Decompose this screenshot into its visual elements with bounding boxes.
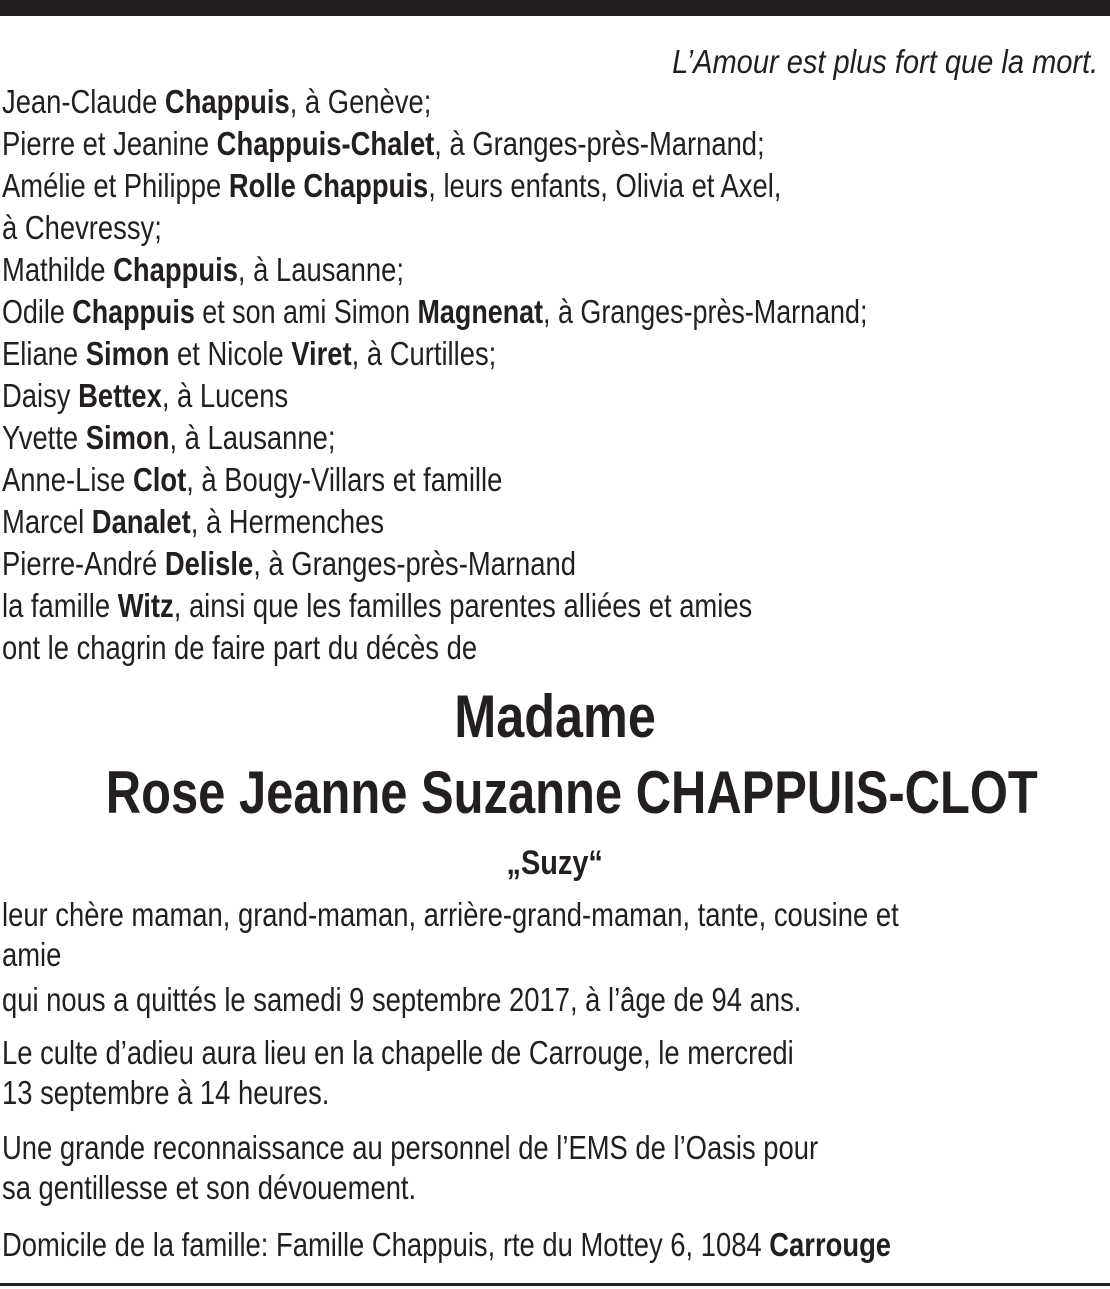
family-line-text: Odile (2, 293, 73, 330)
family-line-text: Anne-Lise (2, 461, 133, 498)
family-line (2, 417, 915, 459)
relation-line: amie (2, 936, 62, 973)
family-name-bold: Chappuis (164, 83, 290, 120)
family-name-bold: Danalet (91, 503, 191, 540)
family-line (2, 81, 915, 123)
domicile-town: Carrouge (769, 1226, 892, 1263)
family-line (2, 585, 915, 627)
family-line-text: et Nicole (169, 335, 292, 372)
domicile-text: Domicile de la famille: Famille Chappuis, rte du Mottey 6, 1084 (2, 1226, 770, 1263)
family-name-bold: Simon (85, 335, 170, 372)
family-line-text: Mathilde (2, 251, 114, 288)
death-paragraph (2, 980, 1102, 1020)
family-line-text: Jean-Claude (2, 83, 165, 120)
family-line (2, 627, 915, 669)
family-line (2, 543, 915, 585)
family-name-bold: Chappuis-Chalet (216, 125, 435, 162)
family-line-text: , à Curtilles; (351, 335, 497, 372)
family-line (2, 207, 915, 249)
thanks-paragraph (2, 1128, 1102, 1208)
family-line-text: Pierre et Jeanine (2, 125, 217, 162)
domicile-line (2, 1225, 915, 1265)
family-name-bold: Bettex (78, 377, 162, 414)
family-line-text: , à Bougy-Villars et famille (186, 461, 503, 498)
death-line: qui nous a quittés le samedi 9 septembre 2017, à l’âge de 94 ans. (2, 981, 802, 1018)
family-line-text: , ainsi que les familles parentes alliées et amies (173, 587, 753, 624)
thanks-line: sa gentillesse et son dévouement. (2, 1169, 417, 1206)
family-line (2, 249, 915, 291)
thanks-line: Une grande reconnaissance au personnel de l’EMS de l’Oasis pour (2, 1129, 819, 1166)
family-line-text: Pierre-André (2, 545, 165, 582)
family-line-text: et son ami Simon (194, 293, 418, 330)
family-name-bold: Clot (132, 461, 187, 498)
family-name-bold: Rolle Chappuis (228, 167, 429, 204)
family-line-text: Marcel (2, 503, 92, 540)
family-line-text: ont le chagrin de faire part du décès de (2, 629, 478, 666)
family-name-bold: Chappuis (72, 293, 195, 330)
family-line-text: , à Granges-près-Marnand; (434, 125, 765, 162)
nickname: „Suzy“ (506, 844, 604, 882)
ceremony-line: Le culte d’adieu aura lieu en la chapelle de Carrouge, le mercredi (2, 1034, 794, 1071)
family-line-text: Amélie et Philippe (2, 167, 229, 204)
family-line-text: Eliane (2, 335, 86, 372)
family-line-text: Yvette (2, 419, 86, 456)
family-name-bold: Simon (85, 419, 170, 456)
bottom-rule (0, 1283, 1110, 1286)
relation-paragraph (2, 895, 1102, 975)
family-line-text: , à Granges-près-Marnand (253, 545, 576, 582)
family-line (2, 165, 915, 207)
family-line-text: Daisy (2, 377, 79, 414)
domicile-paragraph (2, 1225, 1102, 1265)
family-line (2, 375, 915, 417)
relation-line: leur chère maman, grand-maman, arrière-grand-maman, tante, cousine et (2, 896, 899, 933)
family-line-text: , à Lucens (161, 377, 289, 414)
motto: L’Amour est plus fort que la mort. (671, 43, 1098, 80)
family-name-bold: Magnenat (417, 293, 544, 330)
family-line (2, 501, 915, 543)
family-name-bold: Witz (117, 587, 174, 624)
family-line-text: à Chevressy; (2, 209, 162, 246)
deceased-name: Rose Jeanne Suzanne CHAPPUIS-CLOT (105, 759, 1038, 826)
family-line-text: , leurs enfants, Olivia et Axel, (428, 167, 782, 204)
family-line (2, 333, 915, 375)
family-list (2, 81, 1102, 669)
family-line-text: , à Hermenches (190, 503, 385, 540)
family-line-text: la famille (2, 587, 118, 624)
family-name-bold: Chappuis (113, 251, 238, 288)
family-line (2, 459, 915, 501)
family-line-text: , à Genève; (289, 83, 432, 120)
family-line (2, 291, 899, 333)
ceremony-paragraph (2, 1033, 1102, 1113)
family-name-bold: Delisle (164, 545, 254, 582)
top-rule (0, 0, 1110, 16)
family-line-text: , à Granges-près-Marnand; (543, 293, 868, 330)
title-madame: Madame (454, 683, 656, 750)
family-line (2, 123, 915, 165)
family-line-text: , à Lausanne; (237, 251, 404, 288)
family-line-text: , à Lausanne; (169, 419, 336, 456)
family-name-bold: Viret (291, 335, 352, 372)
ceremony-line: 13 septembre à 14 heures. (2, 1074, 330, 1111)
